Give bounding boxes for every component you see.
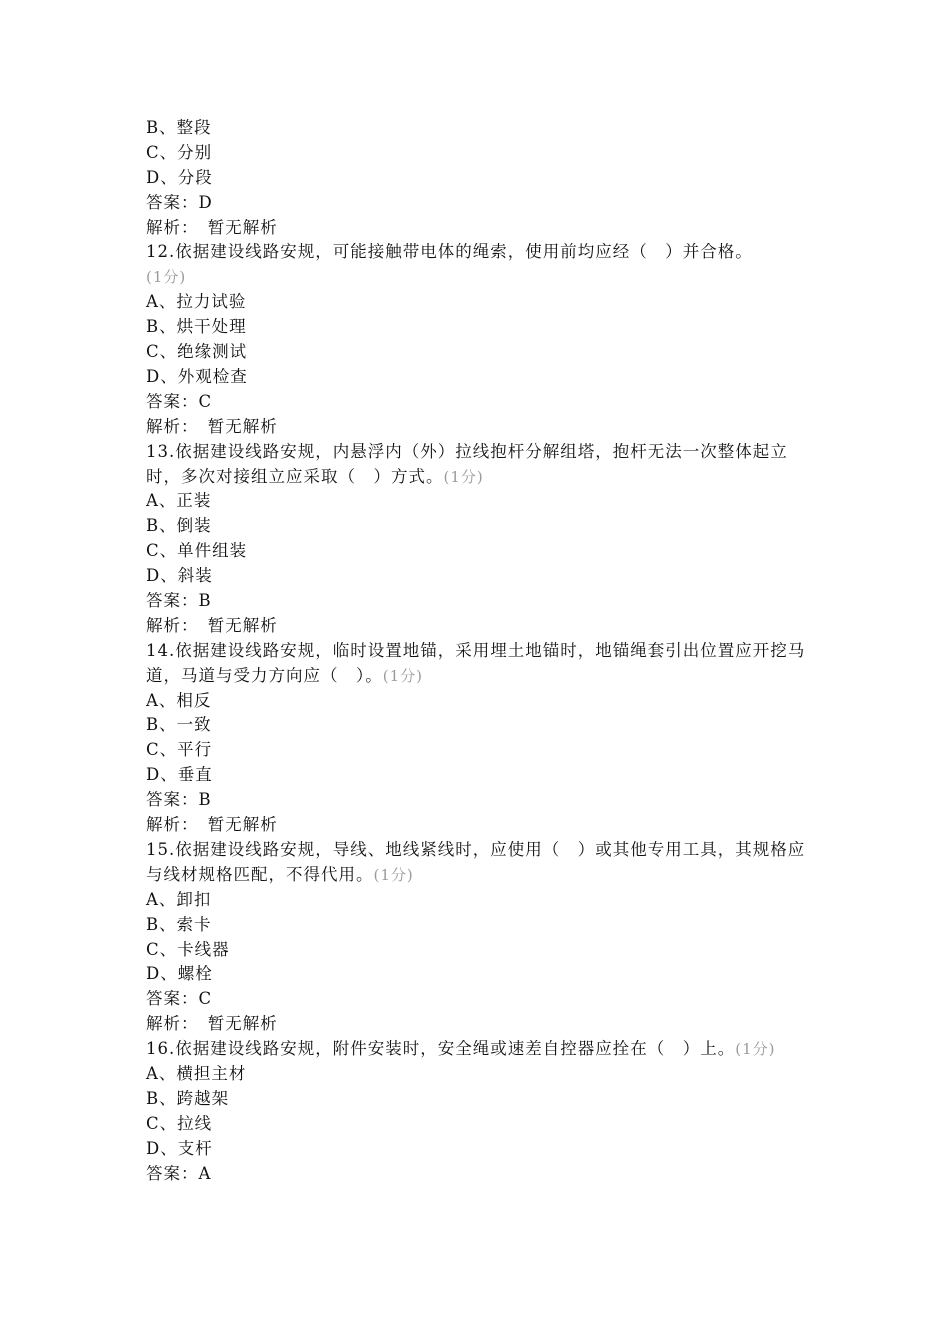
question-14 [146,639,810,838]
option-a: A、卸扣 [146,889,212,909]
option-d: D、外观检查 [146,366,248,386]
question-text: 13.依据建设线路安规，内悬浮内（外）拉线抱杆分解组塔，抱杆无法一次整体起立时，多次对接组立应采取（ ）方式。(1分) [146,441,788,486]
score-label: (1分) [373,865,414,884]
option-b: B、索卡 [146,914,212,934]
option-a: A、相反 [146,690,212,710]
question-text: 14.依据建设线路安规，临时设置地锚，采用埋土地锚时，地锚绳套引出位置应开挖马道，马道与受力方向应（ ）。(1分) [146,640,806,685]
option-c: C、拉线 [146,1113,213,1133]
question-text: 12.依据建设线路安规，可能接触带电体的绳索，使用前均应经（ ）并合格。 (1分) [146,242,753,287]
option-c: C、分别 [146,142,213,162]
answer: 答案：A [146,1163,212,1183]
option-c: C、平行 [146,740,213,760]
option-c: C、卡线器 [146,939,230,959]
analysis: 解析： 暂无解析 [146,615,278,635]
question-16 [146,1037,810,1186]
question-13 [146,440,810,639]
question-text: 16.依据建设线路安规，附件安装时，安全绳或速差自控器应拴在（ ）上。(1分) [146,1039,776,1059]
question-11-continued [146,116,810,240]
answer: 答案：C [146,989,213,1009]
answer: 答案：C [146,391,213,411]
analysis: 解析： 暂无解析 [146,815,278,835]
score-label: (1分) [382,666,423,685]
option-b: B、倒装 [146,516,212,536]
option-b: B、一致 [146,715,212,735]
option-d: D、垂直 [146,765,213,785]
document-page [146,116,810,1186]
option-d: D、分段 [146,167,213,187]
score-label: (1分) [146,268,187,287]
option-c: C、单件组装 [146,541,248,561]
answer: 答案：B [146,590,212,610]
option-a: A、横担主材 [146,1063,247,1083]
option-c: C、绝缘测试 [146,342,248,362]
option-d: D、螺栓 [146,964,213,984]
question-15 [146,838,810,1037]
answer: 答案：B [146,790,212,810]
score-label: (1分) [443,467,484,486]
score-label: (1分) [735,1040,776,1059]
option-a: A、拉力试验 [146,292,247,312]
analysis: 解析： 暂无解析 [146,1014,278,1034]
option-a: A、正装 [146,491,212,511]
question-text: 15.依据建设线路安规，导线、地线紧线时，应使用（ ）或其他专用工具，其规格应与线材规格匹配，不得代用。(1分) [146,839,806,884]
question-12 [146,240,810,439]
option-d: D、支杆 [146,1138,213,1158]
option-d: D、斜装 [146,566,213,586]
analysis: 解析： 暂无解析 [146,416,278,436]
option-b: B、跨越架 [146,1088,230,1108]
analysis: 解析： 暂无解析 [146,217,278,237]
answer: 答案：D [146,192,213,212]
option-b: B、烘干处理 [146,317,247,337]
option-b: B、整段 [146,118,212,137]
